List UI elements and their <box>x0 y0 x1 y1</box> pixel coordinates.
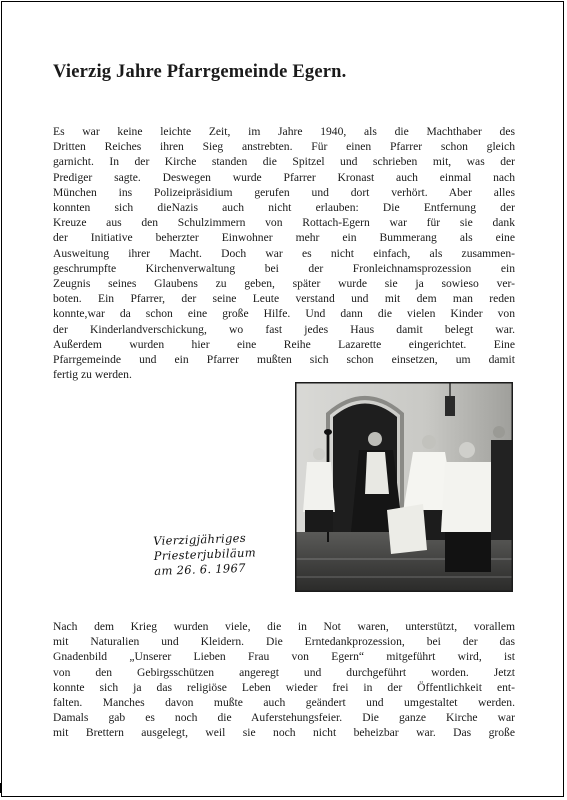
paragraph-line: Es war keine leichte Zeit, im Jahre 1940, als die Machthaber des <box>53 125 515 138</box>
paragraph-line: Damals gab es noch die Auferstehungsfeier. Die ganze Kirche war <box>53 711 515 725</box>
page-title: Vierzig Jahre Pfarrgemeinde Egern. <box>53 62 347 82</box>
paragraph-line: Dritten Reiches ihren Sieg anstrebten. Für einen Pfarrer schon gleich <box>53 140 515 154</box>
caption-line: Vierzigjähriges <box>153 530 247 548</box>
paragraph-line: mit Naturalien und Kleidern. Die Erntedankprozession, bei der das <box>53 635 515 649</box>
paragraph-line: München ins Polizeipräsidium gerufen und dort verhört. Aber alles <box>53 185 515 199</box>
paragraph-line: boten. Ein Pfarrer, der seine Leute verstand und mit dem man reden <box>53 292 515 306</box>
paragraph-line: garnicht. In der Kirche standen die Spitzel und schrieben mit, was der <box>53 155 515 169</box>
document-page <box>1 1 564 797</box>
paragraph-1 <box>53 124 515 382</box>
paragraph-line: Pfarrgemeinde und ein Pfarrer mußten sich schon einsetzen, um damit <box>53 353 515 367</box>
photo-caption <box>153 530 257 579</box>
paragraph-line: konnte,war da schon eine große Hilfe. Und dann die vielen Kinder von <box>53 307 515 321</box>
paragraph-line: Ausweitung ihrer Macht. Doch war es nicht einfach, als zusammen- <box>53 246 515 260</box>
scan-edge-mark <box>0 783 2 793</box>
paragraph-line: fertig zu werden. <box>53 368 132 382</box>
paragraph-line: falten. Manches davon mußte auch geändert und umgestaltet werden. <box>53 696 515 710</box>
paragraph-line: Prediger sagte. Deswegen wurde Pfarrer Kronast auch einmal nach <box>53 170 515 184</box>
paragraph-line: konnten sich dieNazis auch nicht erlauben: Die Entfernung der <box>53 201 515 215</box>
caption-line: Priesterjubiläum <box>153 545 257 563</box>
paragraph-line: von den Gebirgsschützen angeregt und durchgeführt worden. Jetzt <box>53 665 515 679</box>
paragraph-line: konnte sich ja das religiöse Leben wieder frei in der Öffentlichkeit ent- <box>53 680 515 694</box>
paragraph-line: der Initiative beherzter Einwohner mehr ein Bummerang als eine <box>53 231 515 245</box>
paragraph-line: geschrumpfte Kirchenverwaltung bei der Fronleichnamsprozession ein <box>53 261 515 275</box>
paragraph-line: der Kinderlandverschickung, wo fast jedes Haus damit belegt war. <box>53 322 515 336</box>
jubilee-photograph <box>295 382 513 592</box>
paragraph-line: Nach dem Krieg wurden viele, die in Not waren, unterstützt, vorallem <box>53 620 515 633</box>
paragraph-line: Gnadenbild „Unserer Lieben Frau von Egern“ mitgeführt wird, ist <box>53 650 515 664</box>
paragraph-line: Kreuze aus den Schulzimmern von Rottach-Egern war für sie dank <box>53 216 515 230</box>
paragraph-line: Zeugnis seines Glaubens zu geben, später wurde sie ja sowieso ver- <box>53 277 515 291</box>
paragraph-2 <box>53 619 515 741</box>
paragraph-line: mit Brettern ausgelegt, weil sie noch nicht beheizbar war. Das große <box>53 726 515 740</box>
caption-line: am 26. 6. 1967 <box>154 560 246 578</box>
photo-icon <box>295 382 513 592</box>
paragraph-line: Außerdem wurden hier eine Reihe Lazarette eingerichtet. Eine <box>53 337 515 351</box>
